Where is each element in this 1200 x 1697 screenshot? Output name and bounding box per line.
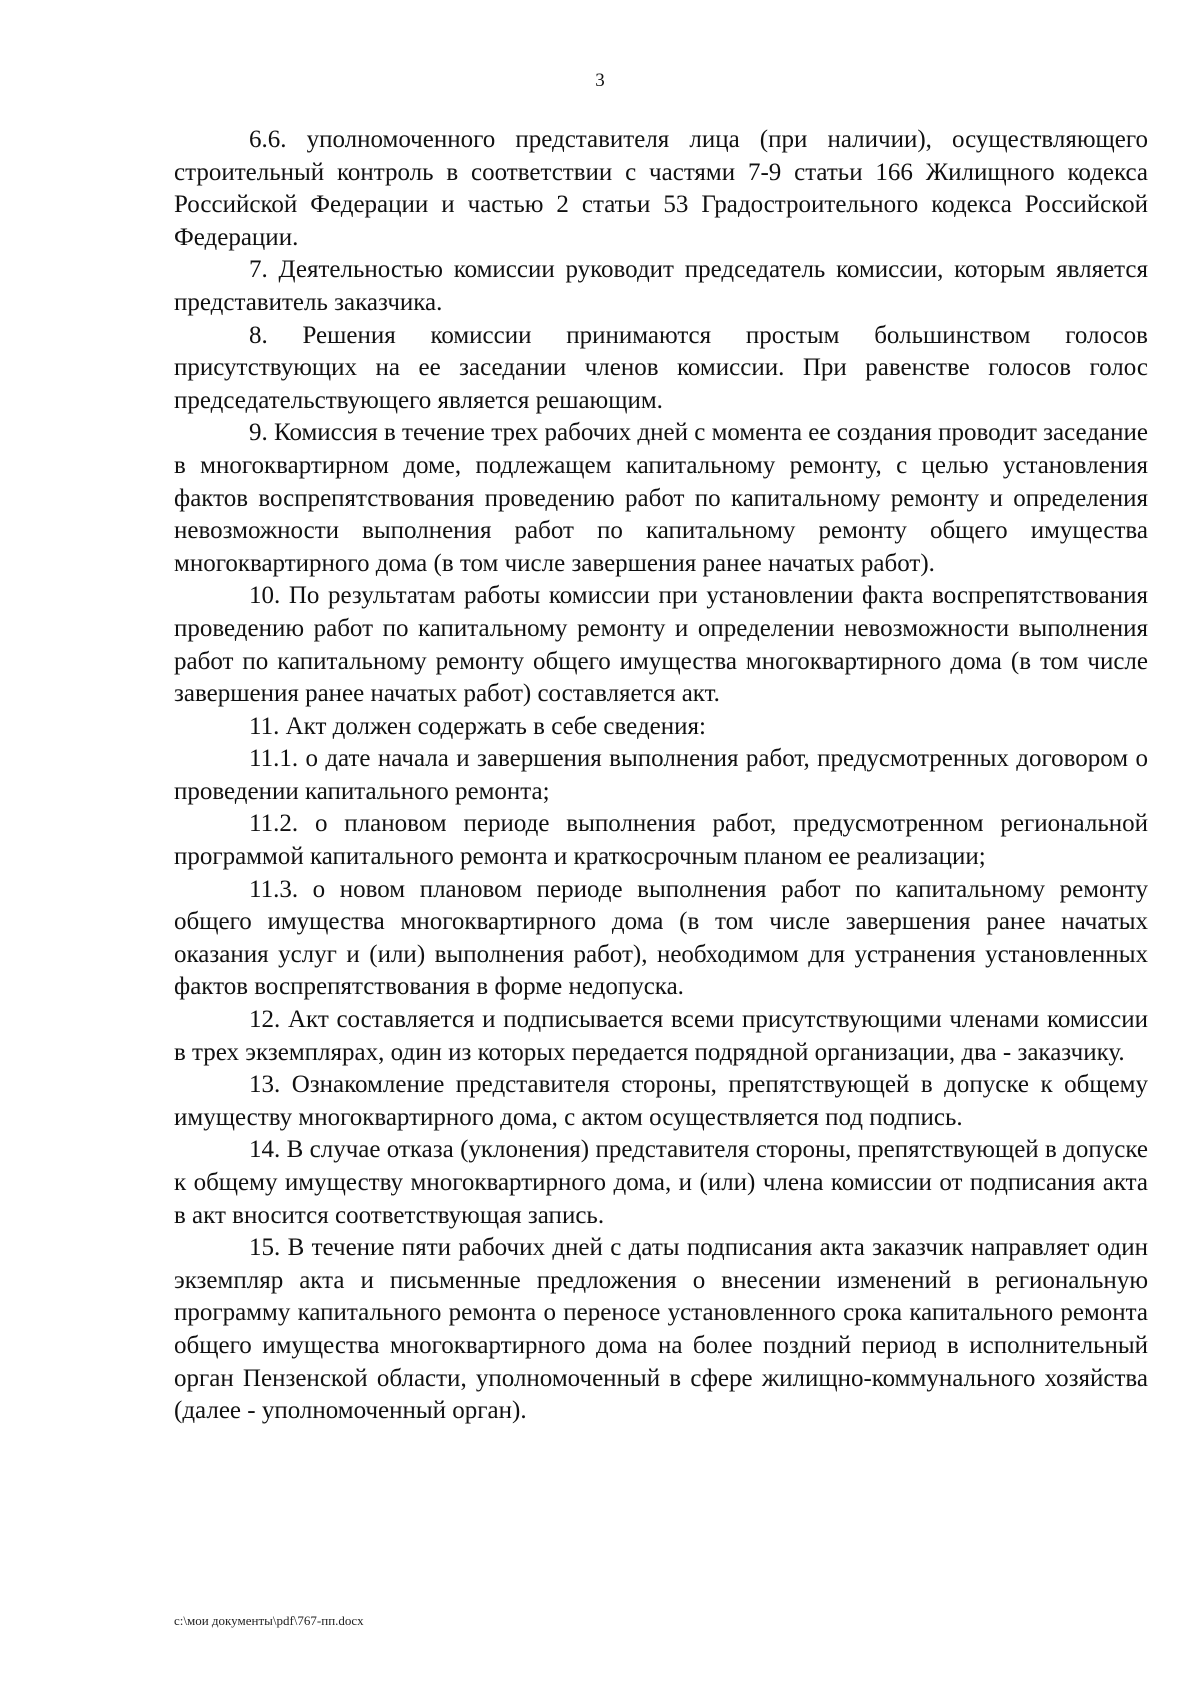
- document-body: [174, 124, 1148, 1428]
- paragraph-14: 14. В случае отказа (уклонения) представителя стороны, препятствующей в допуске к общему имуществу многоквартирного дома, и (или) члена комиссии от подписания акта в акт вносится соответствующая запись.: [174, 1136, 1148, 1229]
- footer-file-path: c:\мои документы\pdf\767-пп.docx: [174, 1613, 364, 1628]
- page-number: 3: [595, 70, 605, 91]
- paragraph-11-3: 11.3. о новом плановом периоде выполнения работ по капитальному ремонту общего имущества многоквартирного дома (в том числе завершения ранее начатых оказания услуг и (или) выполнения работ), необходимом для устранения установленных фактов воспрепятствования в форме недопуска.: [174, 875, 1148, 1001]
- paragraph-6-6: 6.6. уполномоченного представителя лица (при наличии), осуществляющего строительный контроль в соответствии с частями 7-9 статьи 166 Жилищного кодекса Российской Федерации и частью 2 статьи 53 Градостроительного кодекса Российской Федерации.: [174, 126, 1148, 251]
- paragraph-8: 8. Решения комиссии принимаются простым большинством голосов присутствующих на ее заседании членов комиссии. При равенстве голосов голос председательствующего является решающим.: [174, 321, 1148, 414]
- paragraph-9: 9. Комиссия в течение трех рабочих дней с момента ее создания проводит заседание в многоквартирном доме, подлежащем капитальному ремонту, с целью установления фактов воспрепятствования проведению работ по капитальному ремонту и определения невозможности выполнения работ по капитальному ремонту общего имущества многоквартирного дома (в том числе завершения ранее начатых работ).: [174, 419, 1148, 577]
- paragraph-11: 11. Акт должен содержать в себе сведения:: [249, 712, 706, 740]
- paragraph-15: 15. В течение пяти рабочих дней с даты подписания акта заказчик направляет один экземпляр акта и письменные предложения о внесении изменений в региональную программу капитального ремонта о переносе установленного срока капитального ремонта общего имущества многоквартирного дома на более поздний период в исполнительный орган Пензенской области, уполномоченный в сфере жилищно-коммунального хозяйства (далее - уполномоченный орган).: [174, 1234, 1148, 1425]
- paragraph-10: 10. По результатам работы комиссии при установлении факта воспрепятствования проведению работ по капитальному ремонту и определении невозможности выполнения работ по капитальному ремонту общего имущества многоквартирного дома (в том числе завершения ранее начатых работ) составляется акт.: [174, 582, 1148, 708]
- paragraph-7: 7. Деятельностью комиссии руководит председатель комиссии, которым является представитель заказчика.: [174, 256, 1148, 316]
- paragraph-11-1: 11.1. о дате начала и завершения выполнения работ, предусмотренных договором о проведении капитального ремонта;: [174, 745, 1148, 805]
- paragraph-12: 12. Акт составляется и подписывается всеми присутствующими членами комиссии в трех экземплярах, один из которых передается подрядной организации, два - заказчику.: [174, 1006, 1148, 1066]
- paragraph-13: 13. Ознакомление представителя стороны, препятствующей в допуске к общему имуществу многоквартирного дома, с актом осуществляется под подпись.: [174, 1071, 1148, 1131]
- paragraph-11-2: 11.2. о плановом периоде выполнения работ, предусмотренном региональной программой капитального ремонта и краткосрочным планом ее реализации;: [174, 810, 1148, 871]
